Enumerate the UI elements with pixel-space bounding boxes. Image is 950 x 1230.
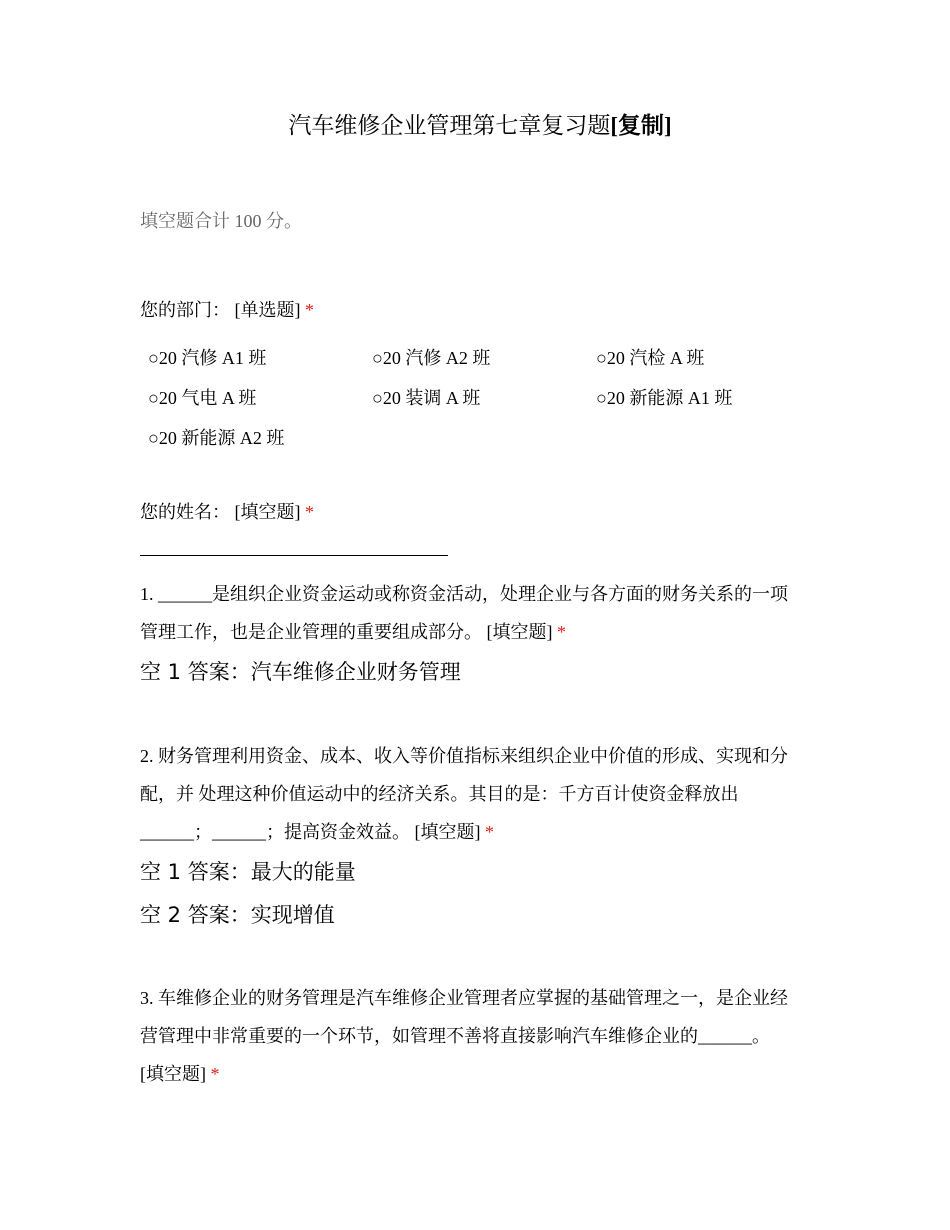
page-title <box>140 110 820 142</box>
question-1 <box>140 575 820 651</box>
radio-option[interactable]: ○20 新能源 A2 班 <box>148 428 285 448</box>
name-label: 您的姓名： <box>140 502 230 522</box>
name-input-line[interactable] <box>140 555 448 556</box>
title-suffix: [复制] <box>610 113 672 138</box>
question-3-line-2: 营管理中非常重要的一个环节，如管理不善将直接影响汽车维修企业的______。 <box>140 1026 770 1046</box>
question-1-answer-1: 空 1 答案：汽车维修企业财务管理 <box>140 660 461 684</box>
radio-option[interactable]: ○20 装调 A 班 <box>372 388 481 408</box>
required-mark: * <box>210 1064 220 1084</box>
question-2-type: [填空题] <box>414 822 481 842</box>
question-3-line-1: 3. 车维修企业的财务管理是汽车维修企业管理者应掌握的基础管理之一，是企业经 <box>140 988 788 1008</box>
required-mark: * <box>485 822 494 842</box>
question-1-line-2 <box>140 613 820 651</box>
department-type: [单选题] <box>234 300 301 320</box>
question-2 <box>140 737 820 851</box>
radio-option[interactable]: ○20 新能源 A1 班 <box>596 388 733 408</box>
department-label: 您的部门： <box>140 300 230 320</box>
radio-option[interactable]: ○20 气电 A 班 <box>148 388 257 408</box>
question-3 <box>140 979 820 1093</box>
radio-option[interactable]: ○20 汽修 A1 班 <box>148 348 267 368</box>
department-question <box>140 291 820 329</box>
radio-option[interactable]: ○20 汽修 A2 班 <box>372 348 491 368</box>
required-mark: * <box>305 502 314 522</box>
name-question <box>140 493 820 531</box>
question-2-line-3-text: ______；______；提高资金效益。 <box>140 822 410 842</box>
question-3-type: [填空题] <box>140 1064 206 1084</box>
question-2-line-3 <box>140 813 820 851</box>
question-2-answer-2: 空 2 答案：实现增值 <box>140 903 335 927</box>
question-2-answer-1: 空 1 答案：最大的能量 <box>140 860 356 884</box>
radio-option[interactable]: ○20 汽检 A 班 <box>596 348 705 368</box>
question-1-line-2-text: 管理工作，也是企业管理的重要组成部分。 <box>140 622 482 642</box>
required-mark: * <box>305 300 314 320</box>
name-type: [填空题] <box>234 502 301 522</box>
question-2-line-2: 配，并 处理这种价值运动中的经济关系。其目的是：千方百计使资金释放出 <box>140 784 739 804</box>
question-3-line-3 <box>140 1055 820 1093</box>
title-main: 汽车维修企业管理第七章复习题 <box>288 113 611 138</box>
question-2-line-1: 2. 财务管理利用资金、成本、收入等价值指标来组织企业中价值的形成、实现和分 <box>140 746 788 766</box>
question-1-line-1: 1. ______是组织企业资金运动或称资金活动，处理企业与各方面的财务关系的一项 <box>140 584 788 604</box>
score-note: 填空题合计 100 分。 <box>140 211 302 231</box>
required-mark: * <box>557 622 566 642</box>
question-1-type: [填空题] <box>486 622 553 642</box>
